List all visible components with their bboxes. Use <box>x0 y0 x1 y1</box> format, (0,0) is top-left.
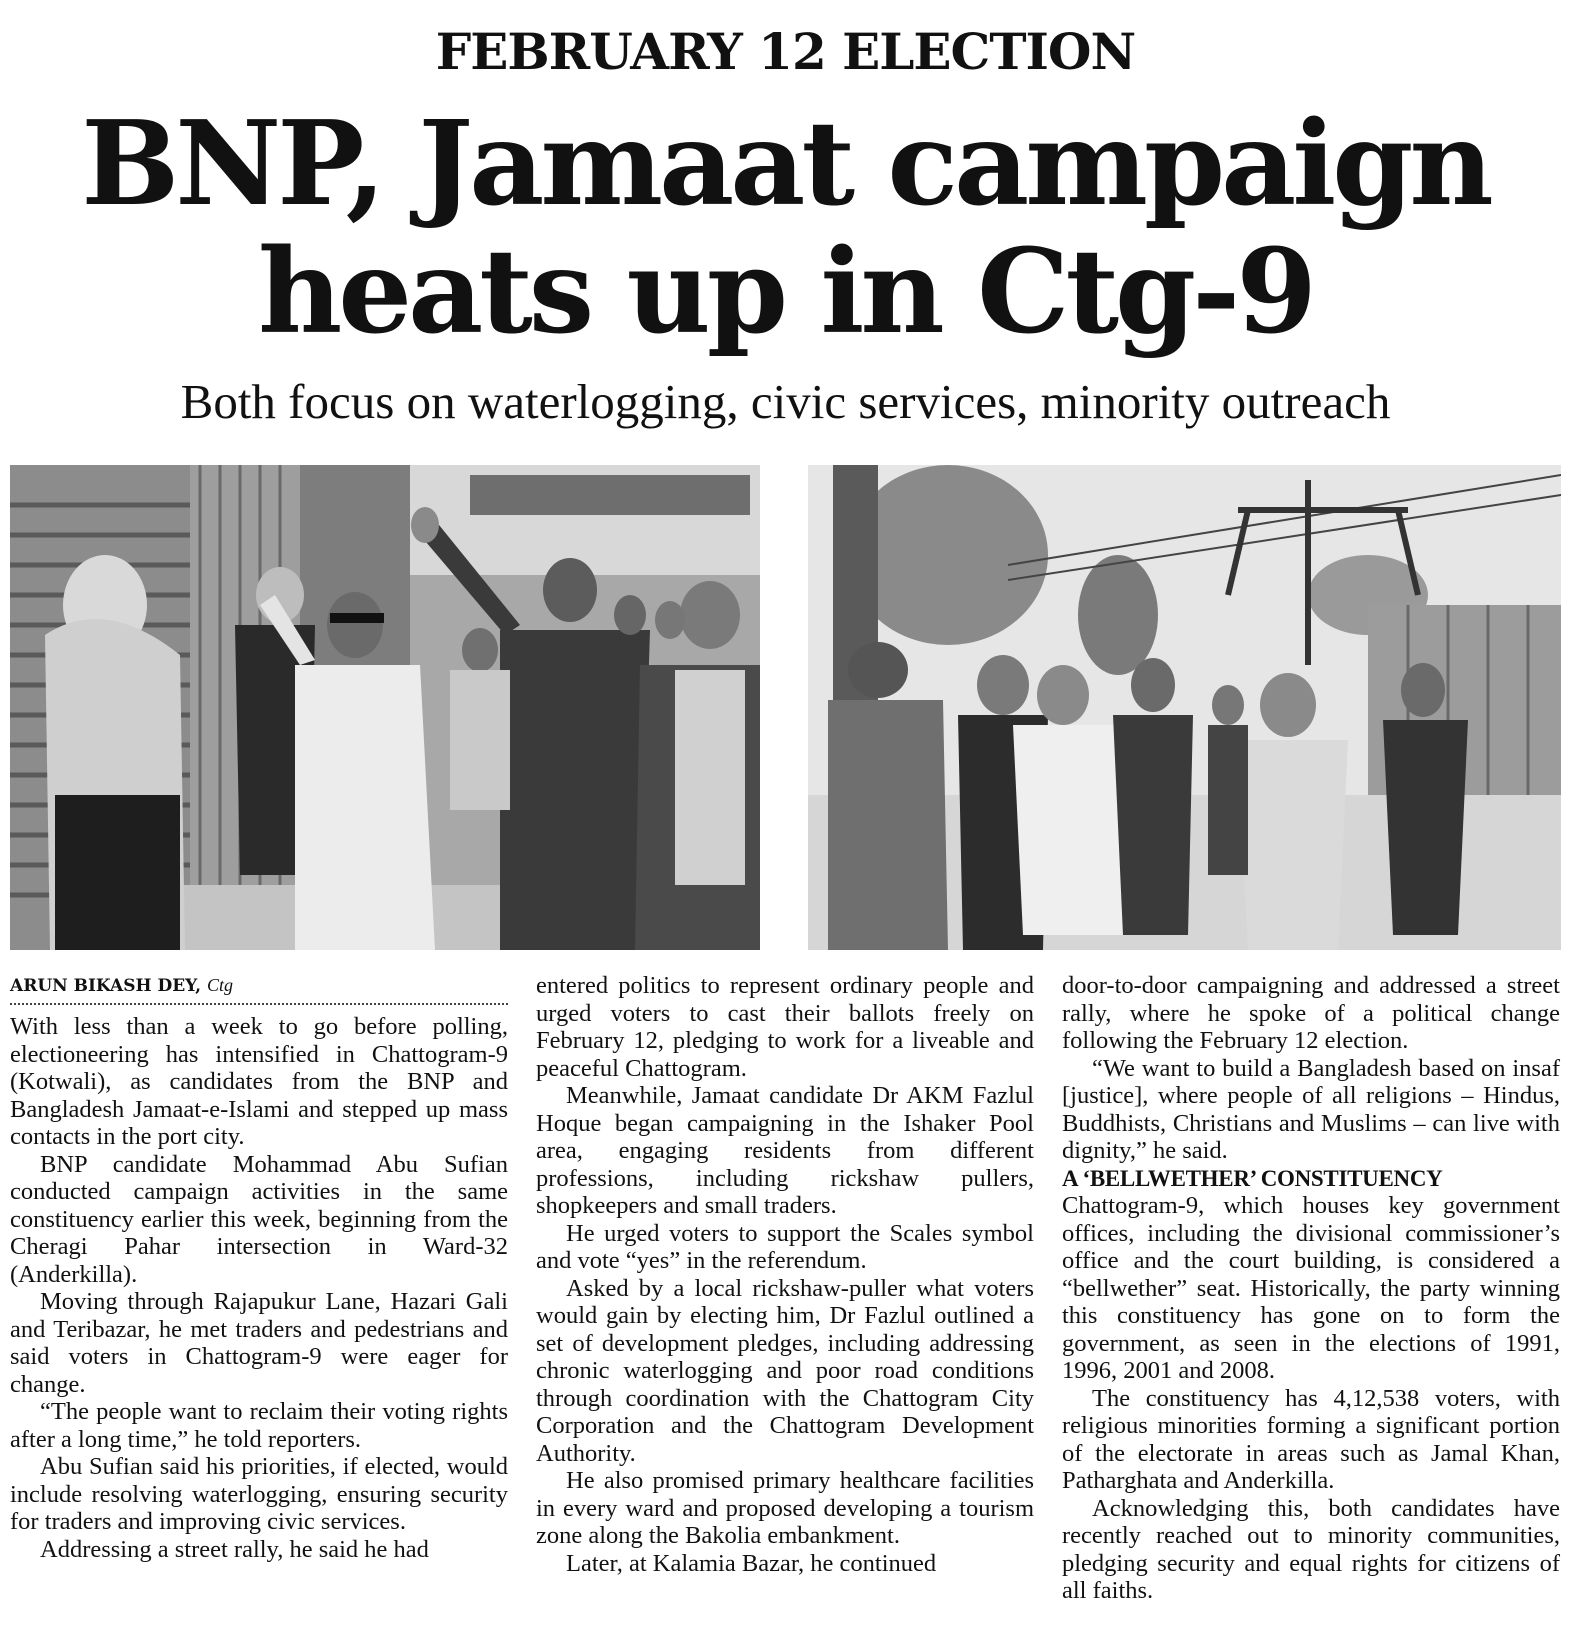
article-column-1 <box>10 972 508 1563</box>
section-subhead: A ‘BELLWETHER’ CONSTITUENCY <box>1062 1165 1443 1191</box>
kicker: FEBRUARY 12 ELECTION <box>435 22 1136 81</box>
paragraph: Acknowledging this, both candidates have recently reached out to minority communities, pledging security and equal rights for citizens of all faiths. <box>1062 1494 1560 1604</box>
byline <box>10 972 508 1005</box>
paragraph: door-to-door campaigning and addressed a street rally, where he spoke of a political change following the February 12 election. <box>1062 972 1560 1054</box>
deck-subheadline: Both focus on waterlogging, civic services, minority outreach <box>180 374 1391 429</box>
paragraph: He also promised primary healthcare facilities in every ward and proposed developing a tourism zone along the Bakolia embankment. <box>536 1467 1034 1549</box>
paragraph: BNP candidate Mohammad Abu Sufian conducted campaign activities in the same constituency earlier this week, beginning from the Cheragi Pahar intersection in Ward-32 (Anderkilla). <box>10 1150 508 1288</box>
photo-jamaat-campaign-graphic <box>808 465 1561 950</box>
photo-bnp-campaign <box>10 465 760 950</box>
headline <box>0 96 1571 360</box>
paragraph: Abu Sufian said his priorities, if elected, would include resolving waterlogging, ensuring security for traders and improving civic services. <box>10 1453 508 1535</box>
article-column-2 <box>536 972 1034 1577</box>
paragraph: “The people want to reclaim their voting rights after a long time,” he told reporters. <box>10 1398 508 1453</box>
byline-location: Ctg <box>206 975 233 995</box>
byline-author: ARUN BIKASH DEY, <box>10 976 202 996</box>
paragraph: The constituency has 4,12,538 voters, with religious minorities forming a significant portion of the electorate in areas such as Jamal Khan, Patharghata and Anderkilla. <box>1062 1384 1560 1494</box>
paragraph: Chattogram-9, which houses key government offices, including the divisional commissioner’s office and the court building, is considered a “bellwether” seat. Historically, the party winning this constituency has gone on to form the government, as seen in the elections of 1991, 1996, 2001 and 2008. <box>1062 1192 1560 1384</box>
paragraph: Later, at Kalamia Bazar, he continued <box>566 1549 937 1577</box>
paragraph: With less than a week to go before polling, electioneering has intensified in Chattogram-9 (Kotwali), as candidates from the BNP and Bangladesh Jamaat-e-Islami and stepped up mass contacts in the port city. <box>10 1013 508 1150</box>
paragraph: “We want to build a Bangladesh based on insaf [justice], where people of all religions – Hindus, Buddhists, Christians and Muslims – can live with dignity,” he said. <box>1062 1054 1560 1164</box>
photo-bnp-campaign-graphic <box>10 465 760 950</box>
paragraph: Addressing a street rally, he said he had <box>40 1535 429 1563</box>
photo-jamaat-campaign <box>808 465 1561 950</box>
headline-line-2: heats up in Ctg-9 <box>257 224 1314 360</box>
article-column-3 <box>1062 972 1560 1605</box>
paragraph: Asked by a local rickshaw-puller what voters would gain by electing him, Dr Fazlul outlined a set of development pledges, including addressing chronic waterlogging and poor road conditions through coordination with the Chattogram City Corporation and the Chattogram Development Authority. <box>536 1274 1034 1467</box>
paragraph: Meanwhile, Jamaat candidate Dr AKM Fazlul Hoque began campaigning in the Ishaker Pool area, engaging residents from different professions, including rickshaw pullers, shopkeepers and small traders. <box>536 1082 1034 1219</box>
paragraph: He urged voters to support the Scales symbol and vote “yes” in the referendum. <box>536 1219 1034 1274</box>
paragraph: entered politics to represent ordinary people and urged voters to cast their ballots freely on February 12, pledging to work for a liveable and peaceful Chattogram. <box>536 972 1034 1082</box>
headline-line-1: BNP, Jamaat campaign <box>81 96 1490 232</box>
paragraph: Moving through Rajapukur Lane, Hazari Gali and Teribazar, he met traders and pedestrians and said voters in Chattogram-9 were eager for change. <box>10 1288 508 1398</box>
